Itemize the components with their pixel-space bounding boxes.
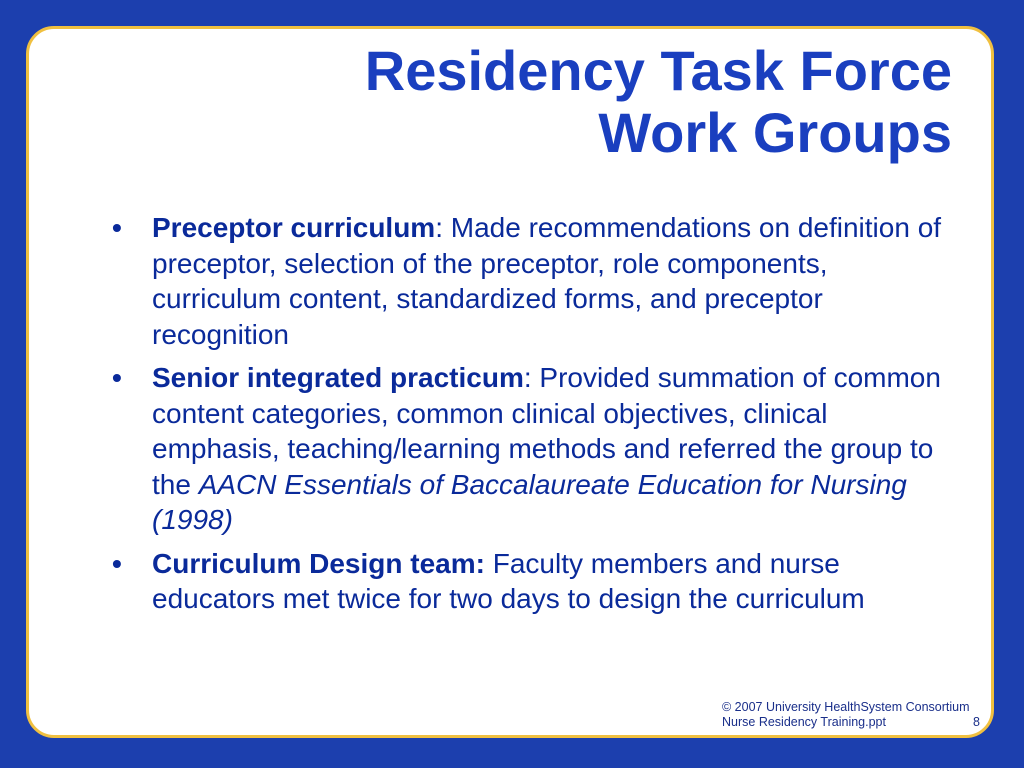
bullet-icon: • — [112, 362, 122, 393]
bullet-citation: AACN Essentials of Baccalaureate Education for Nursing (1998) — [152, 468, 907, 535]
slide-title-line-1: Residency Task Force — [364, 39, 952, 102]
bullet-icon: • — [112, 547, 122, 579]
bullet-term: Senior integrated practicum — [152, 362, 524, 393]
bullet-text: Faculty members and nurse educators met twice for two days to design the curriculum — [152, 547, 865, 614]
bullet-text: Made recommendations on definition of preceptor, selection of the preceptor, role components, curriculum content, standardized forms, and preceptor recognition — [152, 212, 942, 350]
bullet-text: Provided summation of common content categories, common clinical objectives, clinical emphasis, teaching/learning methods and referred the group to the — [152, 362, 941, 500]
bullet-separator: : — [523, 362, 532, 393]
footer-copyright: © 2007 University HealthSystem Consortium — [722, 700, 970, 714]
bullet-item-curriculum-design — [112, 546, 952, 617]
slide-title-line-2: Work Groups — [598, 101, 952, 164]
bullet-term: Curriculum Design team: — [152, 547, 485, 579]
slide-footer — [722, 700, 980, 730]
footer-page-number: 8 — [973, 715, 980, 729]
bullet-item-preceptor-curriculum — [112, 210, 952, 352]
slide-title — [365, 40, 952, 164]
footer-filename: Nurse Residency Training.ppt — [722, 715, 886, 729]
bullet-list — [112, 210, 952, 625]
footer-row — [722, 715, 980, 730]
bullet-separator: : — [435, 212, 443, 243]
bullet-item-senior-practicum — [112, 360, 952, 538]
bullet-icon: • — [112, 212, 122, 243]
bullet-term: Preceptor curriculum — [152, 212, 436, 243]
